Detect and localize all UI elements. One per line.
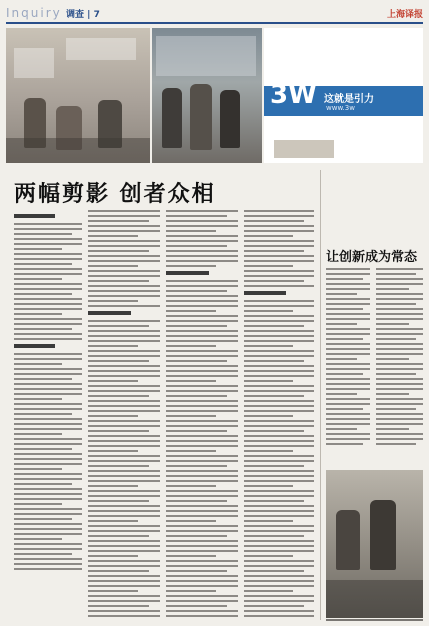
sidebar-col-1 xyxy=(326,268,370,448)
article-col-2 xyxy=(88,210,160,620)
section-label-cn: 调查 | 7 xyxy=(66,10,100,20)
section-label-en: Inquiry xyxy=(6,6,62,20)
photo-caption xyxy=(326,619,423,621)
column-divider xyxy=(320,170,321,620)
street-crowd-photo xyxy=(152,28,262,163)
cafe-interior-photo xyxy=(6,28,150,163)
masthead xyxy=(6,4,423,24)
article-col-4 xyxy=(244,210,314,620)
sign-url: www.3w xyxy=(326,104,355,112)
article-col-3 xyxy=(166,210,238,620)
sidebar-col-2 xyxy=(376,268,423,448)
office-workers-photo xyxy=(326,470,423,618)
main-headline: 两幅剪影 创者众相 xyxy=(14,181,216,207)
storefront-sign-photo xyxy=(264,28,423,163)
reception-counter xyxy=(274,140,334,158)
sidebar-headline: 让创新成为常态 xyxy=(326,250,418,265)
sign-text: 这就是引力 xyxy=(324,94,374,105)
article-col-1 xyxy=(14,210,82,573)
publication-name: 上海译报 xyxy=(386,10,423,20)
sign-logo: 3W xyxy=(270,80,317,110)
